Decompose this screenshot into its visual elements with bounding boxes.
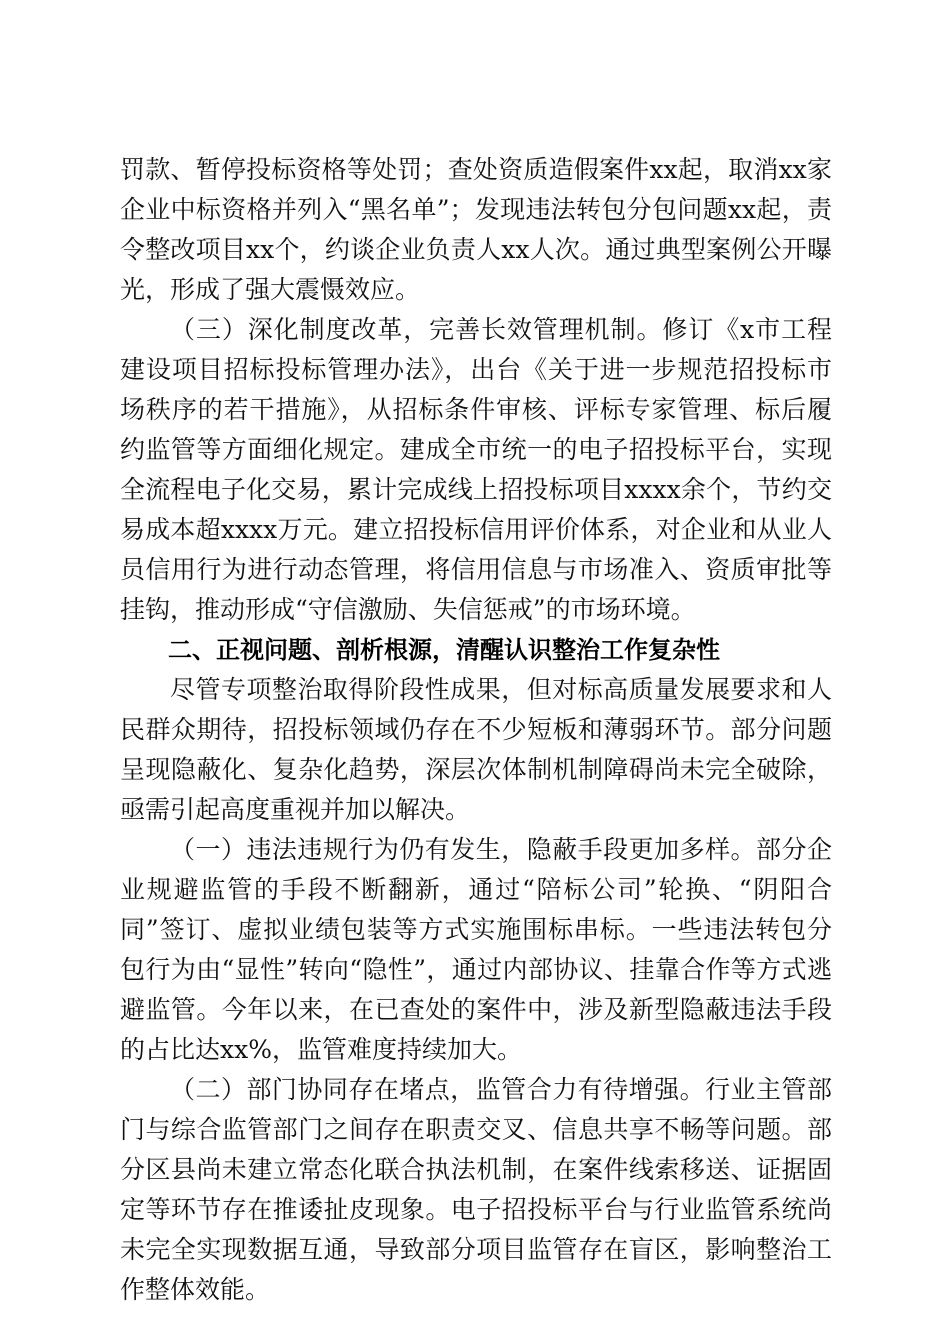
paragraph-violations: （一）违法违规行为仍有发生，隐蔽手段更加多样。部分企业规避监管的手段不断翻新，通过“陪标公司”轮换、“阴阳合同”签订、虚拟业绩包装等方式实施围标串标。一些违法转包分包行为由“显性”转向“隐性”，通过内部协议、挂靠合作等方式逃避监管。今年以来，在已查处的案件中，涉及新型隐蔽违法手段的占比达xx%，监管难度持续加大。 (120, 835, 832, 1064)
document-body (120, 150, 832, 1310)
paragraph-problems-intro: 尽管专项整治取得阶段性成果，但对标高质量发展要求和人民群众期待，招投标领域仍存在不少短板和薄弱环节。部分问题呈现隐蔽化、复杂化趋势，深层次体制机制障碍尚未完全破除，亟需引起高度重视并加以解决。 (120, 675, 832, 824)
paragraph-coordination: （二）部门协同存在堵点，监管合力有待增强。行业主管部门与综合监管部门之间存在职责交叉、信息共享不畅等问题。部分区县尚未建立常态化联合执法机制，在案件线索移送、证据固定等环节存在推诿扯皮现象。电子招投标平台与行业监管系统尚未完全实现数据互通，导致部分项目监管存在盲区，影响整治工作整体效能。 (120, 1075, 832, 1304)
section-heading-problems: 二、正视问题、剖析根源，清醒认识整治工作复杂性 (168, 636, 720, 664)
paragraph-penalties-continued: 罚款、暂停投标资格等处罚；查处资质造假案件xx起，取消xx家企业中标资格并列入“黑名单”；发现违法转包分包问题xx起，责令整改项目xx个，约谈企业负责人xx人次。通过典型案例公开曝光，形成了强大震慑效应。 (120, 155, 832, 304)
paragraph-system-reform: （三）深化制度改革，完善长效管理机制。修订《x市工程建设项目招标投标管理办法》，出台《关于进一步规范招投标市场秩序的若干措施》，从招标条件审核、评标专家管理、标后履约监管等方面细化规定。建成全市统一的电子招投标平台，实现全流程电子化交易，累计完成线上招投标项目xxxx余个，节约交易成本超xxxx万元。建立招投标信用评价体系，对企业和从业人员信用行为进行动态管理，将信用信息与市场准入、资质审批等挂钩，推动形成“守信激励、失信惩戒”的市场环境。 (120, 315, 832, 624)
